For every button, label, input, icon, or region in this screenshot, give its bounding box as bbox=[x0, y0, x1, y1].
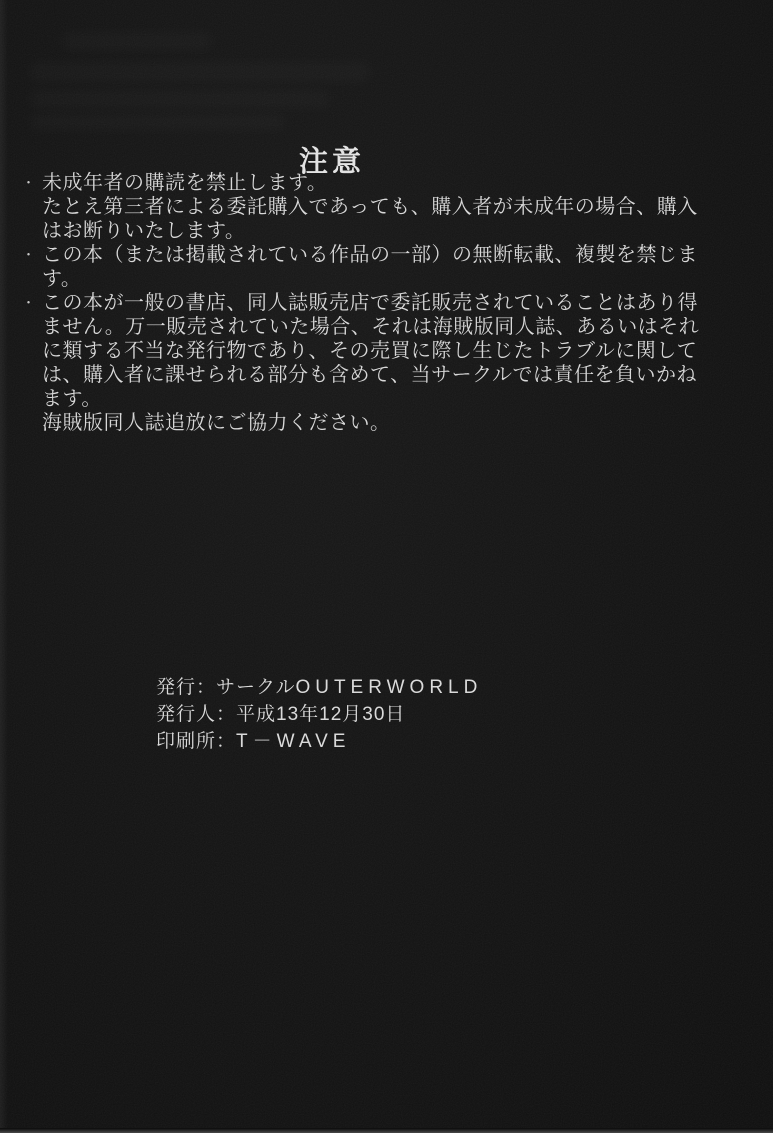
bullet-icon: ・ bbox=[22, 295, 36, 310]
notice-line: たとえ第三者による委託購入であっても、購入者が未成年の場合、購入 bbox=[42, 196, 698, 218]
bleed-through-ghost bbox=[62, 32, 212, 50]
bleed-through-ghost bbox=[30, 90, 330, 108]
colophon-value-latin: OUTERWORLD bbox=[295, 677, 483, 698]
notice-line: に類する不当な発行物であり、その売買に際し生じたトラブルに関して bbox=[42, 340, 698, 362]
notice-line: この本（または掲載されている作品の一部）の無断転載、複製を禁じま bbox=[42, 244, 698, 266]
notice-line: 未成年者の購読を禁止します。 bbox=[42, 172, 328, 194]
bottom-scan-edge bbox=[0, 1128, 773, 1133]
colophon-value: サークル bbox=[216, 677, 296, 698]
notice-line: ます。 bbox=[42, 388, 102, 410]
colophon-printer-row bbox=[156, 728, 482, 755]
bleed-through-ghost bbox=[30, 62, 370, 82]
colophon-value-latin: T－WAVE bbox=[236, 731, 351, 752]
notice-line: はお断りいたします。 bbox=[42, 220, 246, 242]
colophon-label: 印刷所： bbox=[156, 731, 237, 752]
colophon-label: 発行人： bbox=[156, 704, 237, 725]
notice-item-minors bbox=[22, 171, 722, 243]
notice-line: す。 bbox=[42, 268, 82, 290]
colophon-value: 平成13年12月30日 bbox=[236, 704, 406, 725]
notice-item-reproduction bbox=[22, 243, 722, 291]
notice-line: ません。万一販売されていた場合、それは海賊版同人誌、あるいはそれ bbox=[42, 316, 700, 338]
bleed-through-ghost bbox=[30, 114, 285, 130]
bullet-icon: ・ bbox=[22, 247, 36, 262]
colophon-label: 発行： bbox=[156, 677, 217, 698]
colophon-publisher-row bbox=[156, 674, 482, 701]
notice-text bbox=[42, 291, 722, 435]
colophon-block bbox=[156, 674, 482, 755]
bullet-icon: ・ bbox=[22, 175, 36, 190]
notice-item-piracy bbox=[22, 291, 722, 435]
notice-list bbox=[22, 171, 722, 435]
notice-text bbox=[42, 171, 722, 243]
notice-line: この本が一般の書店、同人誌販売店で委託販売されていることはあり得 bbox=[42, 292, 698, 314]
colophon-date-row bbox=[156, 701, 482, 728]
page-title: 注意 bbox=[298, 146, 365, 178]
notice-text bbox=[42, 243, 722, 291]
notice-line: 海賊版同人誌追放にご協力ください。 bbox=[42, 412, 391, 434]
notice-line: は、購入者に課せられる部分も含めて、当サークルでは責任を負いかね bbox=[42, 364, 697, 386]
